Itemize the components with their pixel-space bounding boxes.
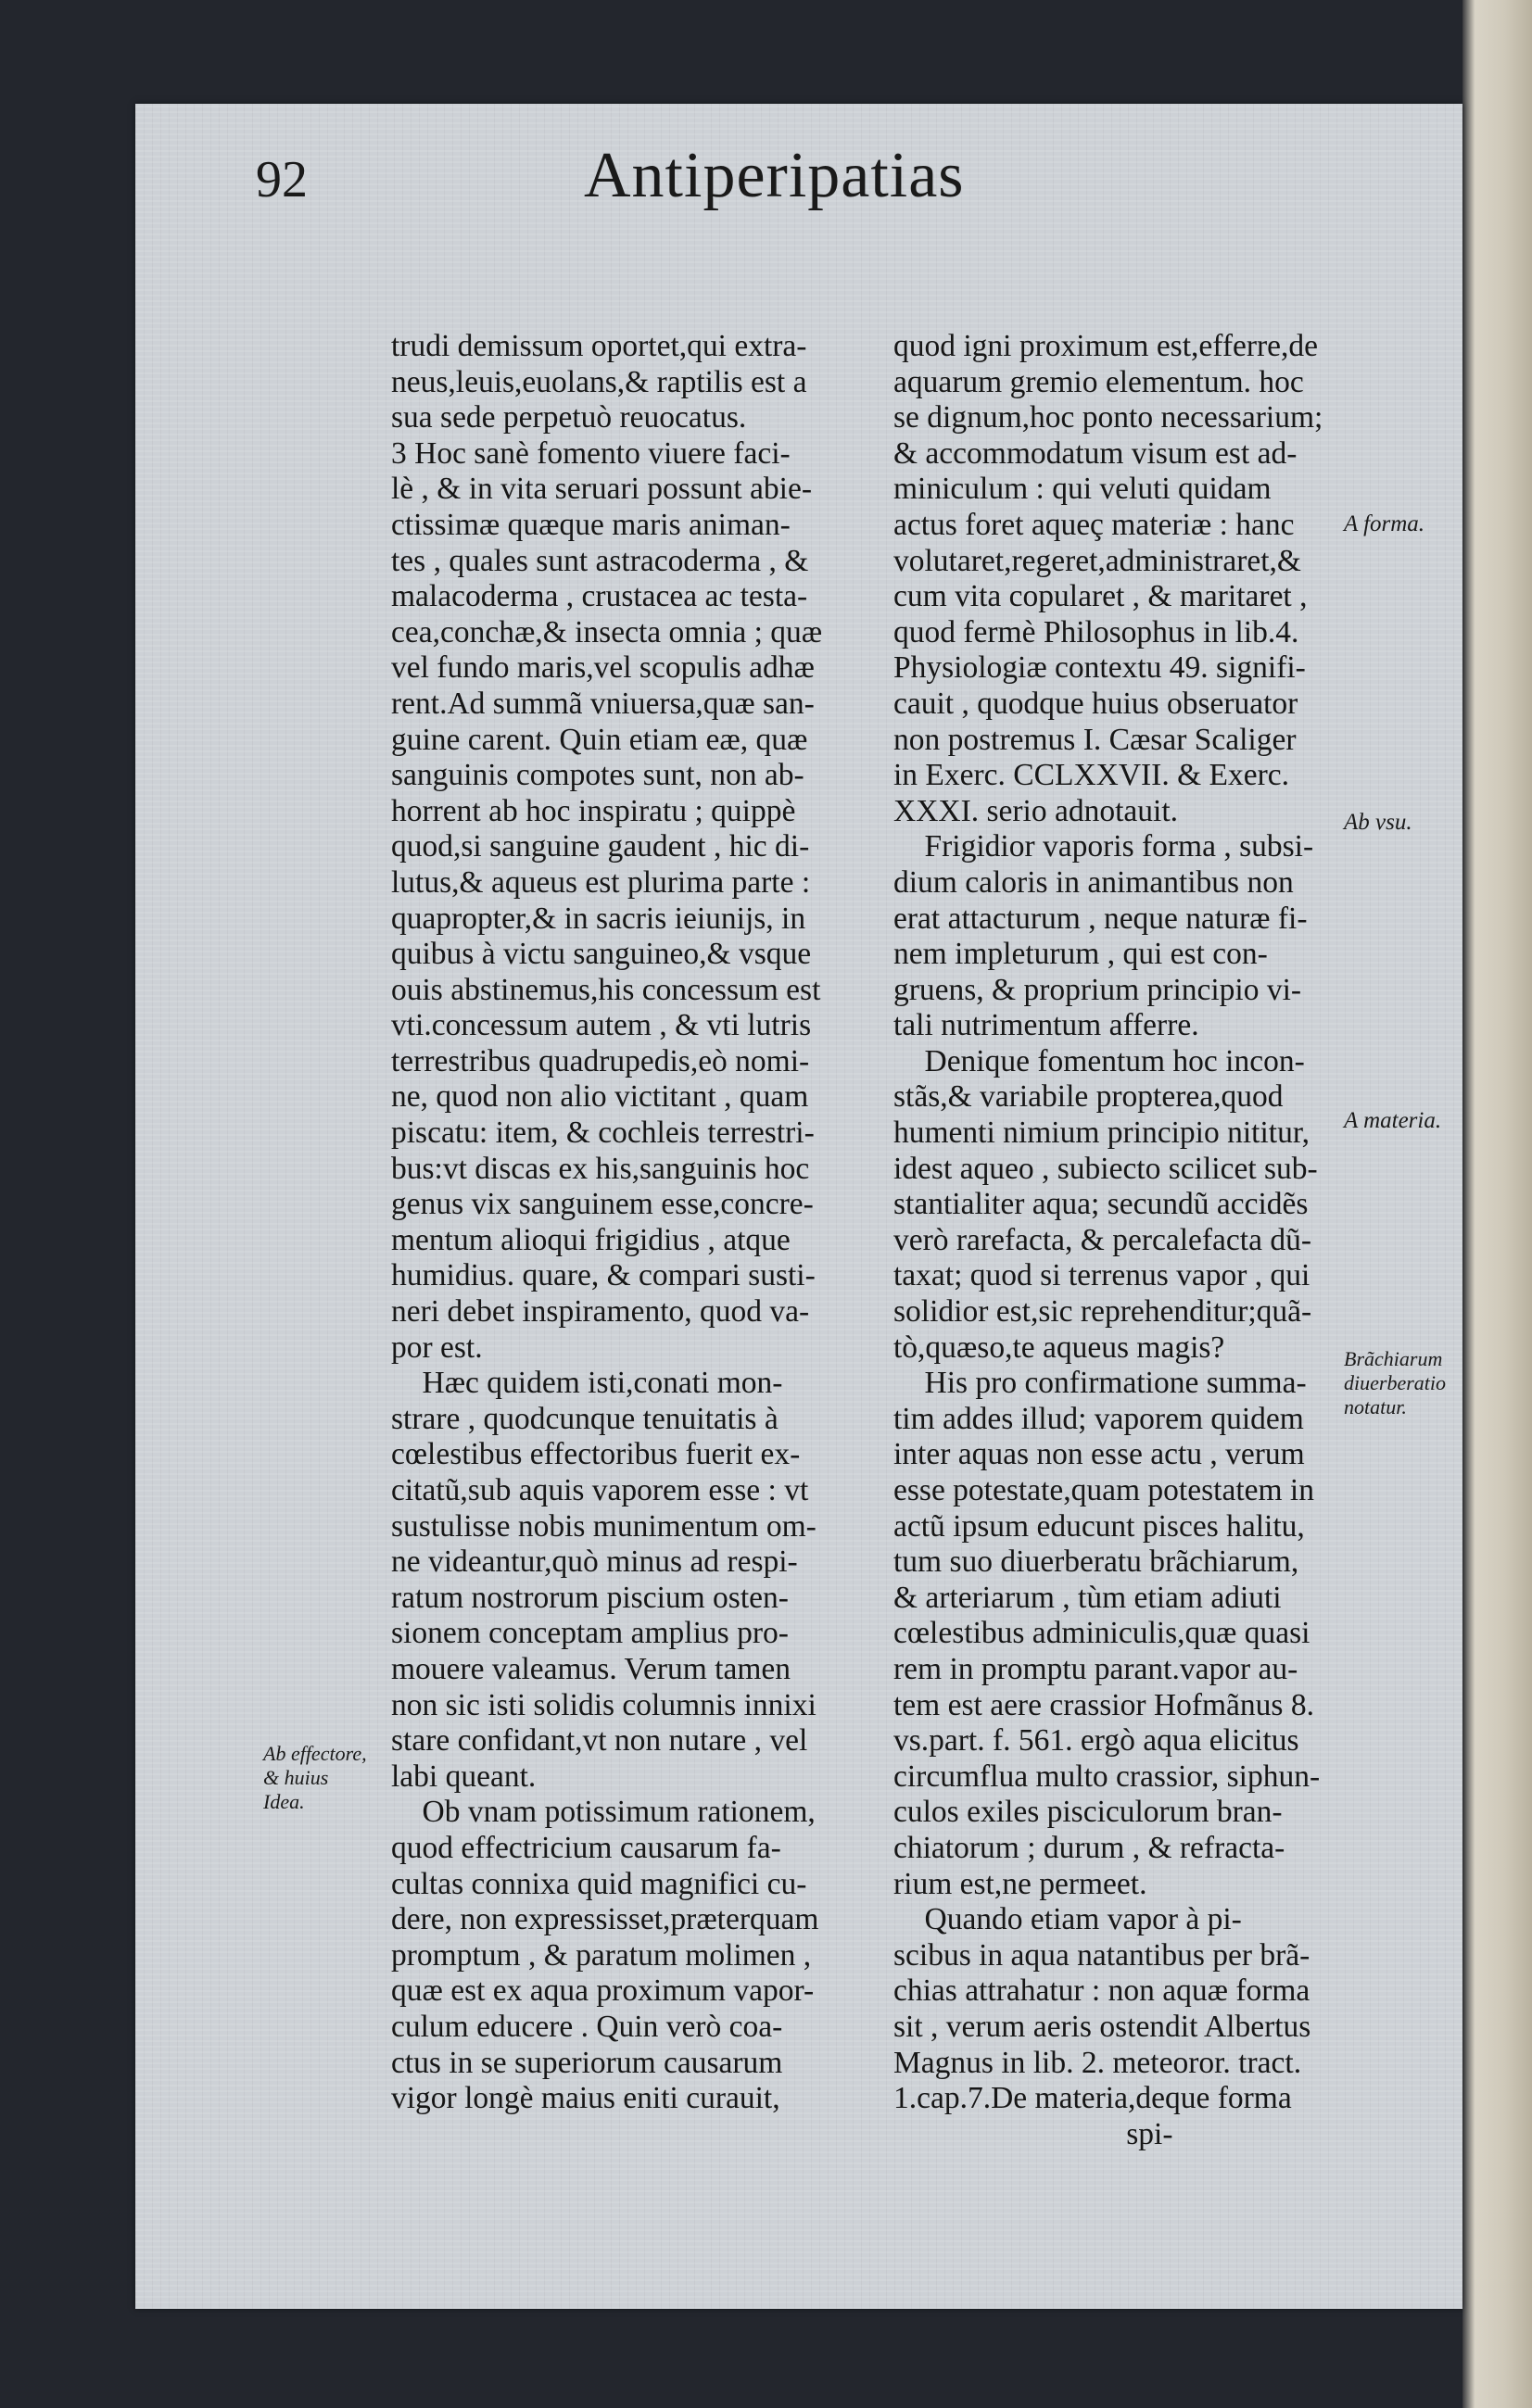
right-column-line: sit , verum aeris ostendit Albertus xyxy=(893,2009,1311,2044)
left-column-line: Hæc quidem isti,conati mon- xyxy=(391,1366,783,1401)
left-column-line: citatũ,sub aquis vaporem esse : vt xyxy=(391,1473,809,1507)
left-column-line: piscatu: item, & cochleis terrestri- xyxy=(391,1116,815,1151)
left-column-line: quod effectricium causarum fa- xyxy=(391,1830,781,1865)
left-column-line: lè , & in vita seruari possunt abie- xyxy=(391,472,813,507)
right-column-line: quod igni proximum est,efferre,de xyxy=(893,329,1319,363)
left-column-line: quod,si sanguine gaudent , hic di- xyxy=(391,829,810,864)
left-column-line: promptum , & paratum molimen , xyxy=(391,1937,812,1973)
right-column-line: tum suo diuerberatu brãchiarum, xyxy=(893,1544,1299,1580)
left-column-line: ne videantur,quò minus ad respi- xyxy=(391,1544,798,1580)
left-column-line: sustulisse nobis munimentum om- xyxy=(391,1508,817,1544)
left-column-line: sionem conceptam amplius pro- xyxy=(391,1616,789,1651)
right-column-line: stãs,& variabile propterea,quod xyxy=(893,1079,1284,1115)
page-header xyxy=(0,139,1532,222)
running-title: Antiperipatias xyxy=(584,140,965,211)
left-column-line: mentum alioqui frigidius , atque xyxy=(391,1222,791,1257)
right-column-line: volutaret,regeret,administraret,& xyxy=(893,543,1301,578)
marginal-note-brachiarum: Brãchiarum diuerberatio notatur. xyxy=(1344,1347,1446,1418)
right-column-line: aquarum gremio elementum. hoc xyxy=(893,364,1304,399)
left-column-line: quibus à victu sanguineo,& vsque xyxy=(391,937,812,972)
right-column-line: tem est aere crassior Hofmãnus 8. xyxy=(893,1687,1314,1722)
left-column-line: 3 Hoc sanè fomento viuere faci- xyxy=(391,435,791,471)
left-column-line: vigor longè maius eniti curauit, xyxy=(391,2081,780,2116)
right-column-line: tim addes illud; vaporem quidem xyxy=(893,1401,1304,1436)
marginal-note-a-materia: A materia. xyxy=(1344,1108,1442,1133)
left-column-line: sua sede perpetuò reuocatus. xyxy=(391,400,747,435)
right-column-line: verò rarefacta, & percalefacta dũ- xyxy=(893,1222,1311,1257)
right-column-line: cum vita copularet , & maritaret , xyxy=(893,579,1308,614)
left-column-line: stare confidant,vt non nutare , vel xyxy=(391,1723,808,1759)
right-column-line: idest aqueo , subiecto scilicet sub- xyxy=(893,1151,1318,1186)
right-column-line: & accommodatum visum est ad- xyxy=(893,435,1298,471)
left-column-line: ctissimæ quæque maris animan- xyxy=(391,507,791,542)
right-column-line: scibus in aqua natantibus per brã- xyxy=(893,1937,1310,1973)
right-column-line: actus foret aqueç materiæ : hanc xyxy=(893,507,1295,542)
right-column-line: esse potestate,quam potestatem in xyxy=(893,1473,1314,1507)
right-column-line: miniculum : qui veluti quidam xyxy=(893,472,1272,507)
right-column-line: & arteriarum , tùm etiam adiuti xyxy=(893,1580,1282,1615)
left-column-line: terrestribus quadrupedis,eò nomi- xyxy=(391,1043,810,1078)
right-column-line: circumflua multo crassior, siphun- xyxy=(893,1759,1321,1794)
right-column-line: His pro confirmatione summa- xyxy=(893,1366,1307,1401)
right-column-line: gruens, & proprium principio vi- xyxy=(893,972,1302,1007)
left-column-line: malacoderma , crustacea ac testa- xyxy=(391,579,808,614)
right-column-line: taxat; quod si terrenus vapor , qui xyxy=(893,1258,1310,1293)
right-column-line: dium caloris in animantibus non xyxy=(893,864,1294,900)
left-column-line: dere, non expressisset,præterquam xyxy=(391,1902,819,1937)
left-column-line: ratum nostrorum piscium osten- xyxy=(391,1580,789,1615)
right-column-line: culos exiles pisciculorum bran- xyxy=(893,1795,1283,1830)
left-column-line: sanguinis compotes sunt, non ab- xyxy=(391,758,804,793)
right-column-line: tò,quæso,te aqueus magis? xyxy=(893,1330,1225,1365)
right-column-line: Denique fomentum hoc incon- xyxy=(893,1043,1305,1078)
left-column-line: tes , quales sunt astracoderma , & xyxy=(391,543,809,578)
right-column-line: se dignum,hoc ponto necessarium; xyxy=(893,400,1323,435)
right-column-line: stantialiter aqua; secundũ accidẽs xyxy=(893,1187,1309,1222)
right-column-line: Physiologiæ contextu 49. signifi- xyxy=(893,650,1306,686)
marginal-note-a-forma: A forma. xyxy=(1344,511,1425,536)
left-column-line: rent.Ad summã vniuersa,quæ san- xyxy=(391,686,815,721)
right-column-line: Quando etiam vapor à pi- xyxy=(893,1902,1242,1937)
left-column-line: quæ est ex aqua proximum vapor- xyxy=(391,1973,815,2009)
left-column-line: neus,leuis,euolans,& raptilis est a xyxy=(391,364,807,399)
left-column-line: por est. xyxy=(391,1330,483,1365)
right-column-line: 1.cap.7.De materia,deque forma xyxy=(893,2081,1292,2116)
right-column-line: inter aquas non esse actu , verum xyxy=(893,1437,1305,1472)
left-column-line: horrent ab hoc inspiratu ; quippè xyxy=(391,793,796,828)
right-column-line: chias attrahatur : non aquæ forma xyxy=(893,1973,1310,2009)
right-column-line: spi- xyxy=(893,2116,1173,2151)
page-number: 92 xyxy=(256,151,308,208)
left-column-line: bus:vt discas ex his,sanguinis hoc xyxy=(391,1151,810,1186)
left-column-line: strare , quodcunque tenuitatis à xyxy=(391,1401,779,1436)
left-column-line: labi queant. xyxy=(391,1759,537,1794)
right-column-line: cœlestibus adminiculis,quæ quasi xyxy=(893,1616,1310,1651)
left-column-line: guine carent. Quin etiam eæ, quæ xyxy=(391,722,808,757)
left-column-line: ouis abstinemus,his concessum est xyxy=(391,972,821,1007)
right-column-line: non postremus I. Cæsar Scaliger xyxy=(893,722,1297,757)
right-column-line: quod fermè Philosophus in lib.4. xyxy=(893,614,1299,649)
right-column-line: tali nutrimentum afferre. xyxy=(893,1008,1199,1043)
left-column-line: ne, quod non alio victitant , quam xyxy=(391,1079,809,1115)
right-column-line: in Exerc. CCLXXVII. & Exerc. xyxy=(893,758,1289,793)
right-column-line: Frigidior vaporis forma , subsi- xyxy=(893,829,1314,864)
left-column-line: vti.concessum autem , & vti lutris xyxy=(391,1008,812,1043)
right-column-line: XXXI. serio adnotauit. xyxy=(893,793,1179,828)
left-column-line: Ob vnam potissimum rationem, xyxy=(391,1795,816,1830)
left-column-line: mouere valeamus. Verum tamen xyxy=(391,1651,791,1686)
right-column-line: actũ ipsum educunt pisces halitu, xyxy=(893,1508,1305,1544)
left-column-line: cea,conchæ,& insecta omnia ; quæ xyxy=(391,614,823,649)
right-column-line: chiatorum ; durum , & refracta- xyxy=(893,1830,1285,1865)
left-column-line: quapropter,& in sacris ieiunijs, in xyxy=(391,901,806,936)
left-column-line: trudi demissum oportet,qui extra- xyxy=(391,329,807,363)
right-column-line: humenti nimium principio nititur, xyxy=(893,1116,1310,1151)
right-column-line: rium est,ne permeet. xyxy=(893,1866,1147,1901)
right-column-line: vs.part. f. 561. ergò aqua elicitus xyxy=(893,1723,1299,1759)
left-column-line: culum educere . Quin verò coa- xyxy=(391,2009,783,2044)
right-column-line: Magnus in lib. 2. meteoror. tract. xyxy=(893,2045,1302,2080)
left-column-line: genus vix sanguinem esse,concre- xyxy=(391,1187,814,1222)
marginal-note-ab-effectore: Ab effectore, & huius Idea. xyxy=(263,1742,367,1813)
left-column-line: cœlestibus effectoribus fuerit ex- xyxy=(391,1437,801,1472)
left-column-line: non sic isti solidis columnis innixi xyxy=(391,1687,817,1722)
left-column-line: neri debet inspiramento, quod va- xyxy=(391,1294,810,1330)
right-column-line: erat attacturum , neque naturæ fi- xyxy=(893,901,1308,936)
marginal-note-ab-vsu: Ab vsu. xyxy=(1344,810,1412,835)
left-column-line: humidius. quare, & compari susti- xyxy=(391,1258,816,1293)
left-column-line: vel fundo maris,vel scopulis adhæ xyxy=(391,650,815,686)
right-text-column xyxy=(893,329,1487,2152)
right-column-line: solidior est,sic reprehenditur;quã- xyxy=(893,1294,1312,1330)
right-column-line: nem impleturum , qui est con- xyxy=(893,937,1268,972)
left-column-line: lutus,& aqueus est plurima parte : xyxy=(391,864,811,900)
right-column-line: cauit , quodque huius obseruator xyxy=(893,686,1298,721)
left-column-line: cultas connixa quid magnifici cu- xyxy=(391,1866,807,1901)
left-column-line: ctus in se superiorum causarum xyxy=(391,2045,783,2080)
right-column-line: rem in promptu parant.vapor au- xyxy=(893,1651,1298,1686)
